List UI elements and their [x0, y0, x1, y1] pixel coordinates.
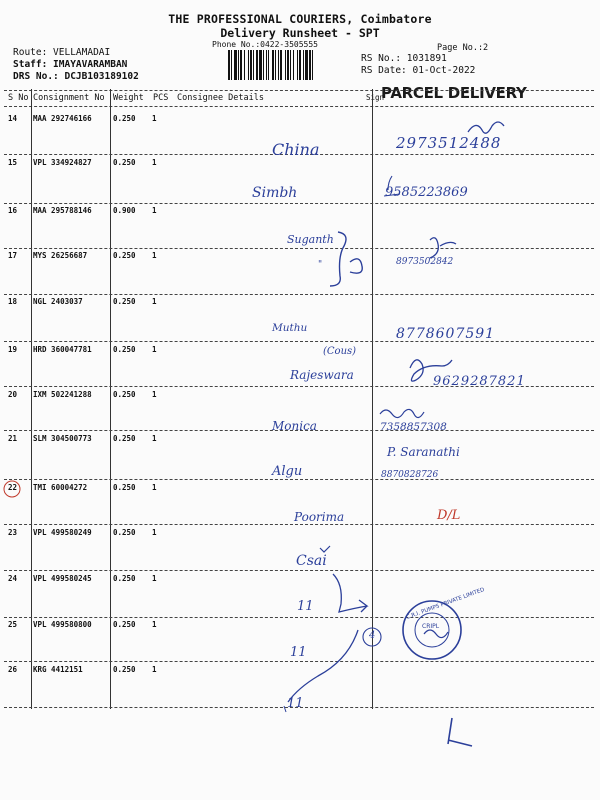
- page-number: Page No.:2: [437, 43, 489, 53]
- hw-suganth-phone: 8973502842: [396, 257, 454, 267]
- row-consignment-no: VPL 499580800: [33, 620, 92, 629]
- route-label: Route: VELLAMADAI: [13, 47, 111, 58]
- hw-csai: Csai: [296, 553, 327, 569]
- drs-number: DRS No.: DCJB103189102: [13, 71, 139, 82]
- col-sno: S No: [8, 93, 29, 103]
- hw-monica: Monica: [272, 419, 317, 433]
- col-consignment: Consignment No: [33, 93, 105, 103]
- row-pcs: 1: [152, 158, 157, 167]
- ditto-long-line: [288, 630, 358, 702]
- row-consignment-no: MAA 292746166: [33, 114, 92, 123]
- hw-cous: (Cous): [323, 346, 357, 357]
- row-weight: 0.250: [113, 483, 136, 492]
- row-sno: 18: [8, 297, 18, 306]
- row-sno: 19: [8, 345, 18, 354]
- hw-four: 4: [369, 630, 376, 641]
- row-sno: 25: [8, 620, 18, 629]
- row-consignment-no: KRG 4412151: [33, 665, 83, 674]
- row-weight: 0.250: [113, 390, 136, 399]
- row-consignment-no: TMI 60004272: [33, 483, 88, 492]
- hw-algu-phone: 8870828726: [381, 470, 439, 480]
- hw-algu: Algu: [272, 464, 303, 479]
- row-sno: 15: [8, 158, 18, 167]
- signature-row16-17: [330, 232, 362, 286]
- tick-row23: [320, 546, 330, 552]
- phone-number: Phone No.:0422-3505555: [212, 40, 318, 49]
- row-weight: 0.250: [113, 434, 136, 443]
- hw-china-phone: 2973512488: [396, 134, 502, 152]
- rs-number: RS No.: 1031891: [361, 53, 447, 64]
- col-consignee: Consignee Details: [177, 93, 264, 103]
- seal-text: C.R.I. PUMPS PRIVATE LIMITED: [405, 586, 486, 622]
- row-sno: 22: [8, 483, 18, 492]
- row-sno: 20: [8, 390, 18, 399]
- row-sno: 26: [8, 665, 18, 674]
- row-pcs: 1: [152, 206, 157, 215]
- signature-row16-right: [430, 238, 456, 258]
- row-pcs: 1: [152, 114, 157, 123]
- row-weight: 0.250: [113, 158, 136, 167]
- row-consignment-no: HRD 360047781: [33, 345, 92, 354]
- hw-dl-mark: D/L: [437, 508, 461, 523]
- hw-simbh-phone: 9585223869: [385, 185, 468, 200]
- hw-rajeswara: Rajeswara: [290, 368, 354, 382]
- row-sno: 23: [8, 528, 18, 537]
- row-pcs: 1: [152, 528, 157, 537]
- row-sno: 17: [8, 251, 18, 260]
- hw-ditto-24: 11: [297, 599, 314, 614]
- bottom-right-mark: [448, 718, 472, 746]
- circle-four: [363, 628, 381, 646]
- row-sno: 16: [8, 206, 18, 215]
- sheet-title: Delivery Runsheet - SPT: [220, 26, 380, 40]
- row-consignment-no: MYS 26256687: [33, 251, 88, 260]
- hw-suganth: Suganth: [287, 233, 334, 246]
- row-weight: 0.250: [113, 114, 136, 123]
- row-pcs: 1: [152, 390, 157, 399]
- staff-label: Staff: IMAYAVARAMBAN: [13, 59, 128, 70]
- row-pcs: 1: [152, 434, 157, 443]
- col-weight: Weight: [113, 93, 144, 103]
- row-pcs: 1: [152, 345, 157, 354]
- circle-row22: [4, 481, 20, 497]
- row-consignment-no: MAA 295788146: [33, 206, 92, 215]
- row-pcs: 1: [152, 665, 157, 674]
- row-consignment-no: VPL 499580245: [33, 574, 92, 583]
- hw-china: China: [272, 140, 320, 159]
- company-title: THE PROFESSIONAL COURIERS, Coimbatore: [168, 12, 432, 26]
- hw-ditto-17: ": [318, 260, 323, 270]
- row-sno: 14: [8, 114, 18, 123]
- row-weight: 0.250: [113, 345, 136, 354]
- svg-text:CRIPL: CRIPL: [422, 623, 440, 630]
- hw-muthu-phone: 8778607591: [396, 326, 496, 342]
- row-weight: 0.250: [113, 574, 136, 583]
- row-weight: 0.250: [113, 665, 136, 674]
- row-consignment-no: VPL 499580249: [33, 528, 92, 537]
- hw-poorima: Poorima: [294, 510, 345, 524]
- row-pcs: 1: [152, 251, 157, 260]
- hw-ditto-25: 11: [290, 645, 307, 660]
- hw-algu-signature: P. Saranathi: [387, 445, 460, 459]
- row-sno: 24: [8, 574, 18, 583]
- signature-row14: [468, 122, 504, 133]
- hw-simbh: Simbh: [252, 185, 298, 201]
- signature-row20: [380, 409, 424, 417]
- row-consignment-no: IXM 502241288: [33, 390, 92, 399]
- row-pcs: 1: [152, 620, 157, 629]
- signature-row15: [384, 176, 400, 196]
- rs-date: RS Date: 01-Oct-2022: [361, 65, 476, 76]
- row-pcs: 1: [152, 483, 157, 492]
- row-pcs: 1: [152, 574, 157, 583]
- row-weight: 0.250: [113, 251, 136, 260]
- hw-monica-phone: 7358857308: [380, 421, 447, 433]
- signature-row19: [410, 360, 452, 381]
- row-weight: 0.250: [113, 528, 136, 537]
- hw-muthu: Muthu: [272, 322, 308, 334]
- row-pcs: 1: [152, 297, 157, 306]
- col-pcs: PCS: [153, 93, 169, 103]
- row-sno: 21: [8, 434, 18, 443]
- row-weight: 0.250: [113, 297, 136, 306]
- hw-rajeswara-phone: 9629287821: [433, 374, 526, 389]
- ditto-bracket-line: [333, 574, 367, 612]
- row-weight: 0.900: [113, 206, 136, 215]
- row-weight: 0.250: [113, 620, 136, 629]
- col-sign: Sign: [366, 93, 385, 102]
- hw-ditto-26: 11: [287, 696, 304, 711]
- parcel-delivery-stamp: PARCEL DELIVERY: [381, 84, 527, 102]
- row-consignment-no: VPL 334924827: [33, 158, 92, 167]
- row-consignment-no: SLM 304500773: [33, 434, 92, 443]
- bottom-stroke: [284, 706, 286, 712]
- row-consignment-no: NGL 2403037: [33, 297, 83, 306]
